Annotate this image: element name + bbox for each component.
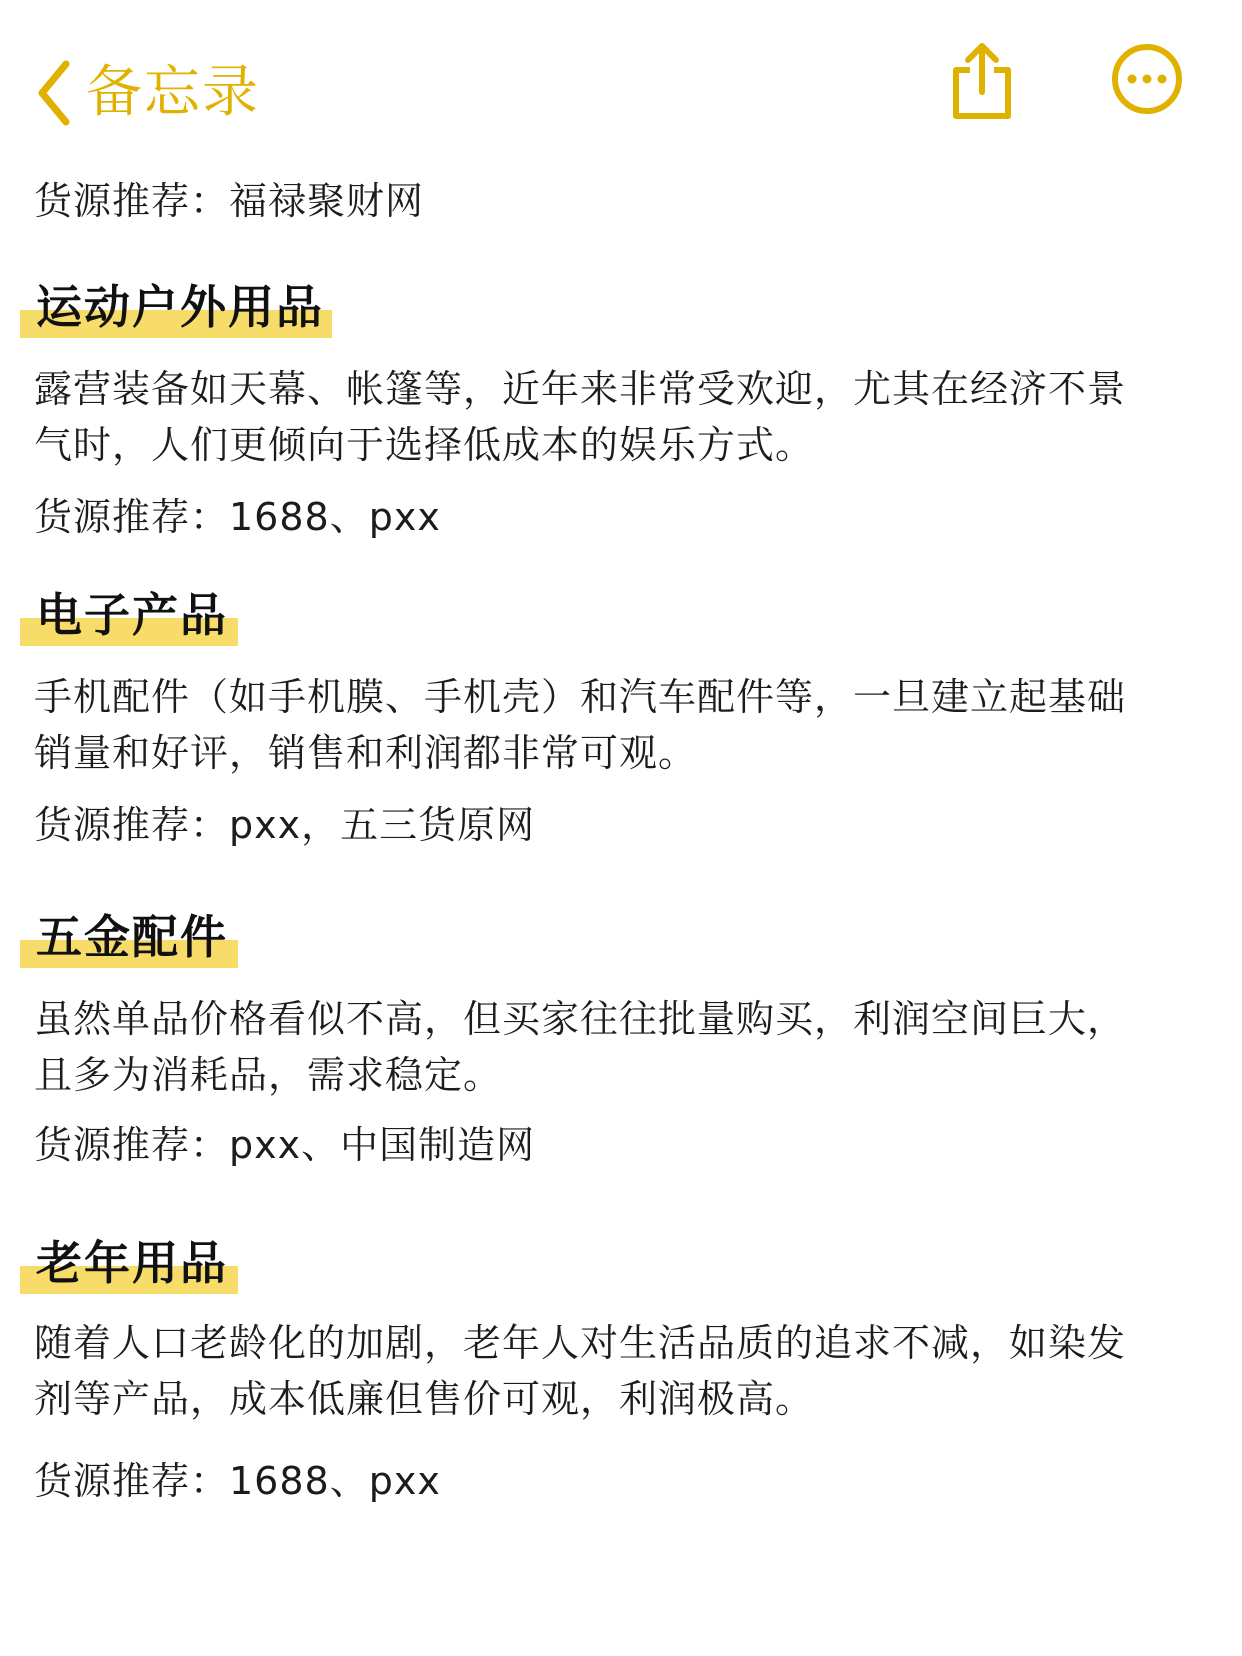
section-body-line: 剂等产品，成本低廉但售价可观，利润极高。 — [34, 1377, 815, 1421]
share-button[interactable] — [950, 40, 1014, 120]
section-source-line: 货源推荐：pxx，五三货原网 — [34, 803, 536, 847]
back-label: 备忘录 — [86, 60, 260, 125]
section-heading — [20, 272, 324, 342]
section-body-line: 且多为消耗品，需求稳定。 — [34, 1053, 503, 1097]
section-title: 五金配件 — [36, 910, 228, 964]
section-body-line: 手机配件（如手机膜、手机壳）和汽车配件等，一旦建立起基础 — [34, 675, 1127, 719]
section-source-line: 货源推荐：pxx、中国制造网 — [34, 1123, 536, 1167]
section-source-line: 货源推荐：1688、pxx — [34, 1459, 441, 1503]
back-button[interactable] — [36, 56, 260, 130]
section-source-line: 货源推荐：1688、pxx — [34, 495, 441, 539]
section-body-line: 随着人口老龄化的加剧，老年人对生活品质的追求不减，如染发 — [34, 1321, 1127, 1365]
section-body-line: 销量和好评，销售和利润都非常可观。 — [34, 731, 698, 775]
section-heading — [20, 1228, 228, 1298]
section-heading — [20, 902, 228, 972]
section-body-line: 气时，人们更倾向于选择低成本的娱乐方式。 — [34, 423, 815, 467]
section-title: 运动户外用品 — [36, 280, 324, 334]
share-icon — [950, 40, 1014, 120]
section-title: 老年用品 — [36, 1236, 228, 1290]
navigation-bar — [0, 0, 1242, 160]
ellipsis-circle-icon — [1110, 42, 1184, 116]
section-heading — [20, 580, 228, 650]
section-body-line: 露营装备如天幕、帐篷等，近年来非常受欢迎，尤其在经济不景 — [34, 367, 1127, 411]
more-options-button[interactable] — [1110, 42, 1184, 116]
section-body-line: 虽然单品价格看似不高，但买家往往批量购买，利润空间巨大， — [34, 997, 1127, 1041]
intro-source-line: 货源推荐：福禄聚财网 — [34, 179, 425, 223]
chevron-left-icon — [36, 60, 72, 126]
section-title: 电子产品 — [36, 588, 228, 642]
